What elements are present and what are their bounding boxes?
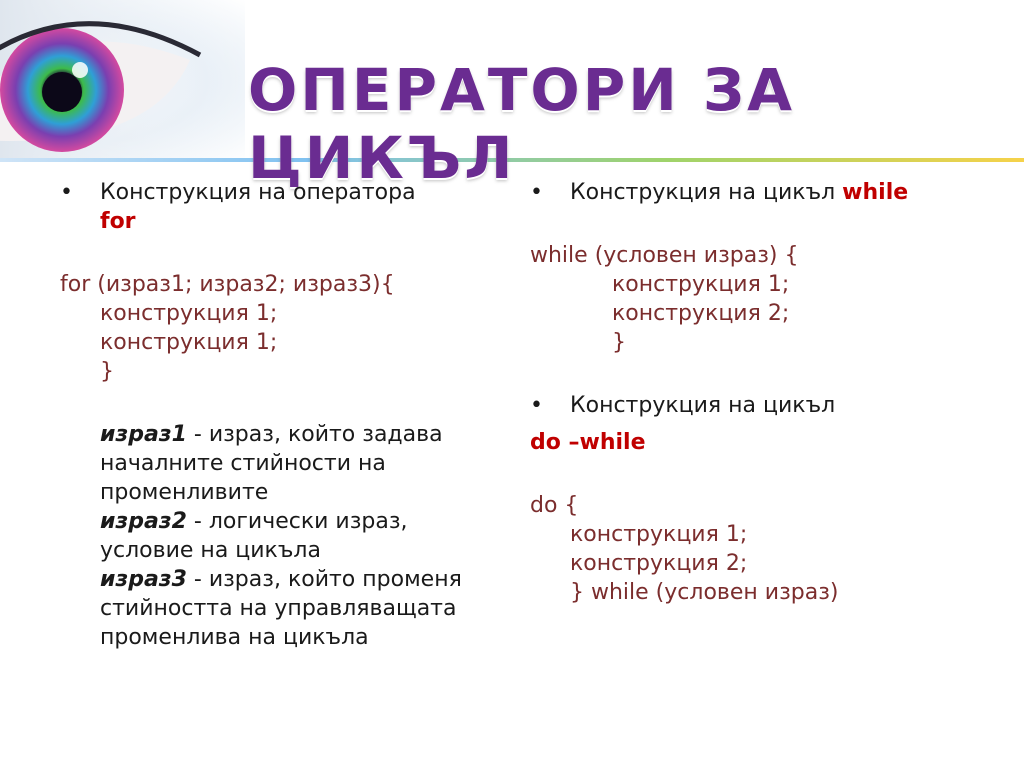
keyword: do –while — [530, 430, 646, 455]
term: израз2 — [100, 509, 187, 534]
right-column — [530, 178, 990, 607]
term: израз3 — [100, 567, 187, 592]
left-column — [60, 178, 480, 652]
keyword: for — [100, 209, 136, 234]
keyword: while — [842, 180, 909, 205]
code-line: while (условен израз) { — [530, 243, 799, 268]
term-description: - израз, който променя стийността на управляващата променлива на цикъла — [100, 567, 462, 650]
code-line: } — [100, 359, 114, 384]
code-line: } — [612, 330, 626, 355]
list-item — [530, 391, 990, 420]
code-line: конструкция 1; — [612, 272, 790, 297]
code-line: do { — [530, 493, 579, 518]
bullet-text: Конструкция на оператора — [100, 180, 416, 205]
bullet-text: Конструкция на цикъл — [570, 393, 836, 418]
code-line: конструкция 2; — [570, 551, 748, 576]
description-item — [60, 507, 480, 565]
code-line: конструкция 1; — [570, 522, 748, 547]
description-item — [60, 420, 480, 507]
code-line: конструкция 1; — [100, 301, 278, 326]
eye-decoration — [0, 0, 245, 162]
bullet-icon: • — [60, 180, 73, 205]
term-description: - логически израз, условие на цикъла — [100, 509, 408, 563]
term: израз1 — [100, 422, 187, 447]
code-line: конструкция 1; — [100, 330, 278, 355]
list-item — [530, 178, 990, 207]
term-description: - израз, който задава началните стийности на променливите — [100, 422, 443, 505]
bullet-text: Конструкция на цикъл — [570, 180, 836, 205]
bullet-icon: • — [530, 180, 543, 205]
code-line: for (израз1; израз2; израз3){ — [60, 272, 395, 297]
bullet-icon: • — [530, 393, 543, 418]
code-line: } while (условен израз) — [570, 580, 839, 605]
list-item — [60, 178, 480, 236]
description-item — [60, 565, 480, 652]
code-line: конструкция 2; — [612, 301, 790, 326]
page-title: ОПЕРАТОРИ ЗА ЦИКЪЛ — [248, 56, 796, 192]
